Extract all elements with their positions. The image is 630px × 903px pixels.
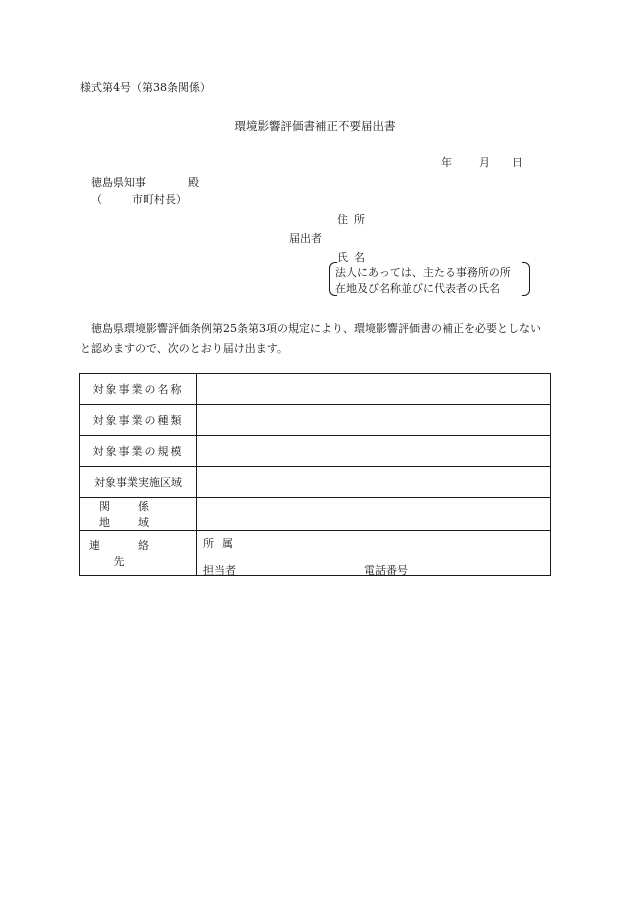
field-project-area[interactable] xyxy=(197,467,551,498)
document-title: 環境影響評価書補正不要届出書 xyxy=(234,119,396,133)
addressee-governor-line xyxy=(91,177,199,188)
row-label-project-type: 対象事業の種類 xyxy=(80,405,197,436)
right-bracket xyxy=(522,262,530,296)
filer-address-label: 住所 xyxy=(337,213,371,226)
addressee-mayor: 市町村長） xyxy=(132,193,187,206)
corporate-note xyxy=(335,265,511,297)
addressee-honorific: 殿 xyxy=(188,176,199,189)
corporate-note-line1: 法人にあっては、主たる事務所の所 xyxy=(335,266,511,279)
row-label-project-scale: 対象事業の規模 xyxy=(80,436,197,467)
addressee-mayor-line xyxy=(91,194,187,205)
form-number: 様式第4号（第38条関係） xyxy=(80,81,211,94)
corporate-note-line2: 在地及び名称並びに代表者の氏名 xyxy=(335,282,500,295)
field-project-name[interactable] xyxy=(197,374,551,405)
field-project-type[interactable] xyxy=(197,405,551,436)
row-label-project-name: 対象事業の名称 xyxy=(80,374,197,405)
notification-table xyxy=(79,373,551,576)
table-row xyxy=(80,467,551,498)
addressee-governor: 徳島県知事 xyxy=(91,176,146,189)
field-related-area[interactable] xyxy=(197,498,551,531)
row-label-project-area: 対象事業実施区域 xyxy=(80,467,197,498)
table-row-contact xyxy=(80,531,551,576)
table-row xyxy=(80,498,551,531)
row-label-related-area: 関係地域 xyxy=(80,498,197,531)
date-month-label: 月 xyxy=(479,156,490,169)
table-row xyxy=(80,436,551,467)
field-project-scale[interactable] xyxy=(197,436,551,467)
table-row xyxy=(80,374,551,405)
date-year-label: 年 xyxy=(441,156,452,169)
contact-dept-label: 所属 xyxy=(203,537,241,550)
body-text: 徳島県環境影響評価条例第25条第3項の規定により、環境影響評価書の補正を必要としないと認めますので、次のとおり届け出ます。 xyxy=(80,322,541,355)
row-label-contact: 連絡先 xyxy=(80,531,197,576)
contact-phone-label: 電話番号 xyxy=(364,564,408,577)
contact-person-label: 担当者 xyxy=(203,564,236,577)
table-row xyxy=(80,405,551,436)
date-day-label: 日 xyxy=(512,156,523,169)
addressee-paren: （ xyxy=(91,193,102,206)
filer-label: 届出者 xyxy=(289,232,322,245)
field-contact[interactable] xyxy=(197,531,551,576)
filer-name-label: 氏名 xyxy=(337,251,371,264)
